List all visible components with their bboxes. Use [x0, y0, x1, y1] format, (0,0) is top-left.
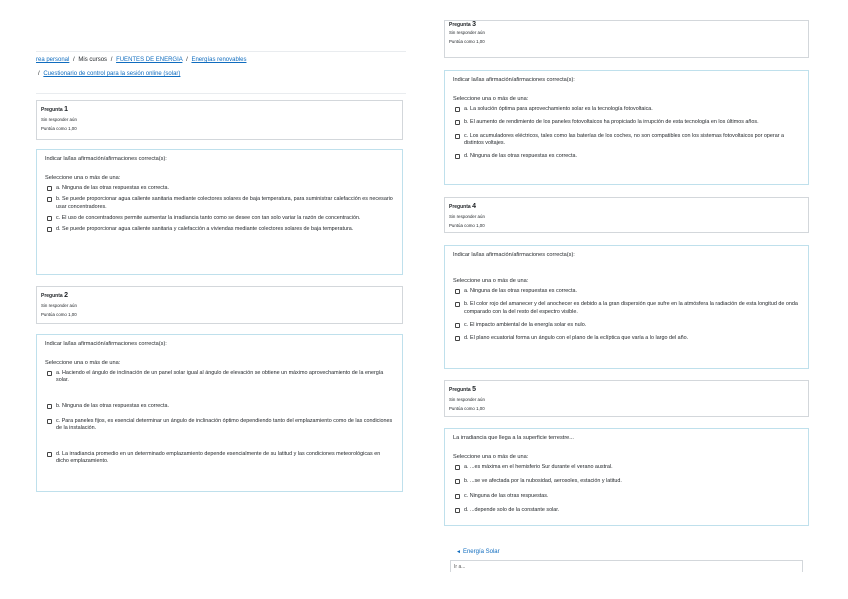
- chevron-left-icon: ◄: [456, 549, 461, 555]
- question-1-content: [36, 149, 403, 275]
- question-number: Pregunta 5: [449, 386, 476, 393]
- checkbox[interactable]: [455, 120, 460, 125]
- question-state: Sin responder aún: [41, 303, 77, 309]
- previous-activity-link[interactable]: ◄ Energía Solar: [456, 549, 500, 555]
- question-grade: Puntúa como 1,00: [41, 126, 77, 132]
- question-number: Pregunta 1: [41, 106, 68, 113]
- answer-prompt: Seleccione una o más de una:: [453, 453, 529, 460]
- checkbox[interactable]: [47, 197, 52, 202]
- checkbox[interactable]: [455, 134, 460, 139]
- breadcrumb-separator: /: [73, 57, 75, 63]
- answer-option[interactable]: a. La solución óptima para aprovechamiento solar es la tecnología fotovoltaica.: [453, 106, 800, 113]
- question-grade: Puntúa como 1,00: [449, 223, 485, 229]
- answer-option[interactable]: b. ...se ve afectada por la nubosidad, aerosoles, estación y latitud.: [453, 478, 800, 485]
- answer-option[interactable]: d. El plano ecuatorial forma un ángulo con el plano de la eclíptica que varía a lo largo del año.: [453, 335, 800, 342]
- jump-to-label: Ir a...: [454, 564, 466, 570]
- answer-option[interactable]: d. ...depende solo de la constante solar.: [453, 507, 800, 514]
- question-4-info: [444, 197, 809, 233]
- answer-option[interactable]: c. El uso de concentradores permite aumentar la irradiancia tanto como se desee con tan solo variar la razón de concentración.: [45, 215, 394, 222]
- answer-option[interactable]: a. ...es máxima en el hemisferio Sur durante el verano austral.: [453, 464, 800, 471]
- breadcrumb: [36, 56, 406, 78]
- breadcrumb-course-link[interactable]: FUENTES DE ENERGIA: [116, 57, 183, 63]
- checkbox[interactable]: [455, 302, 460, 307]
- question-4-content: [444, 245, 809, 369]
- question-state: Sin responder aún: [449, 214, 485, 220]
- question-state: Sin responder aún: [449, 30, 485, 35]
- checkbox[interactable]: [455, 336, 460, 341]
- breadcrumb-separator: /: [110, 57, 113, 63]
- checkbox[interactable]: [47, 404, 52, 409]
- question-5-info: [444, 380, 809, 417]
- question-state: Sin responder aún: [449, 397, 485, 403]
- question-text: Indicar la/las afirmación/afirmaciones correcta(s):: [45, 341, 167, 347]
- question-grade: Puntúa como 1,00: [449, 38, 485, 44]
- question-3-info: [444, 20, 809, 58]
- answer-option[interactable]: c. Ninguna de las otras respuestas.: [453, 493, 800, 500]
- checkbox[interactable]: [47, 452, 52, 457]
- checkbox[interactable]: [47, 216, 52, 221]
- answer-option[interactable]: a. Ninguna de las otras respuestas es correcta.: [453, 288, 800, 295]
- question-text: Indicar la/las afirmación/afirmaciones correcta(s):: [453, 252, 575, 258]
- question-number: Pregunta 3: [449, 21, 476, 27]
- checkbox[interactable]: [47, 419, 52, 424]
- question-state: Sin responder aún: [41, 117, 77, 123]
- question-5-content: [444, 428, 809, 526]
- checkbox[interactable]: [455, 479, 460, 484]
- question-2-info: [36, 286, 403, 324]
- checkbox[interactable]: [47, 371, 52, 376]
- question-text: Indicar la/las afirmación/afirmaciones correcta(s):: [453, 77, 575, 83]
- answer-option[interactable]: c. El impacto ambiental de la energía solar es nulo.: [453, 322, 800, 329]
- answer-option[interactable]: d. Ninguna de las otras respuestas es correcta.: [453, 153, 800, 160]
- answer-option[interactable]: b. El aumento de rendimiento de los paneles fotovoltaicos ha propiciado la irrupción de esta tecnología en los últimos años.: [453, 119, 800, 126]
- question-grade: Puntúa como 1,00: [41, 312, 77, 318]
- answer-option[interactable]: b. El color rojo del amanecer y del anochecer es debido a la gran dispersión que sufre en la atmósfera la radiación de esta longitud de onda comparado con la del resto del espectro visible.: [453, 301, 800, 316]
- breadcrumb-personal-area-link[interactable]: rea personal: [36, 57, 70, 63]
- checkbox[interactable]: [47, 227, 52, 232]
- checkbox[interactable]: [455, 289, 460, 294]
- checkbox[interactable]: [455, 508, 460, 513]
- answer-prompt: Seleccione una o más de una:: [453, 95, 529, 102]
- answer-option[interactable]: d. Se puede proporcionar agua caliente sanitaria y calefacción a viviendas mediante colectores solares de baja temperatura.: [45, 226, 394, 233]
- answer-option[interactable]: b. Se puede proporcionar agua caliente sanitaria mediante colectores solares de baja temperatura, para suministrar calefacción es necesario usar concentradores.: [45, 196, 394, 211]
- answer-option[interactable]: c. Los acumuladores eléctricos, tales como las baterías de los coches, no son compatibles con los sistemas fotovoltaicos por operar a distintos voltajes.: [453, 133, 800, 148]
- answer-option[interactable]: d. La irradiancia promedio en un determinado emplazamiento depende esencialmente de su latitud y las condiciones meteorológicas en dicho emplazamiento.: [45, 451, 394, 466]
- answer-option[interactable]: c. Para paneles fijos, es esencial determinar un ángulo de inclinación óptimo dependiendo tanto del emplazamiento como de las condiciones de la instalación.: [45, 418, 394, 433]
- breadcrumb-my-courses[interactable]: Mis cursos: [78, 57, 108, 63]
- checkbox[interactable]: [455, 107, 460, 112]
- question-3-content: [444, 70, 809, 185]
- question-1-info: [36, 100, 403, 140]
- question-number: Pregunta 2: [41, 292, 68, 299]
- breadcrumb-separator: /: [38, 71, 40, 78]
- question-number: Pregunta 4: [449, 203, 476, 210]
- breadcrumb-quiz-link[interactable]: Cuestionario de control para la sesión online (solar): [43, 71, 181, 78]
- checkbox[interactable]: [455, 154, 460, 159]
- breadcrumb-separator: /: [186, 57, 188, 63]
- answer-option[interactable]: b. Ninguna de las otras respuestas es correcta.: [45, 403, 394, 410]
- answer-option[interactable]: a. Haciendo el ángulo de inclinación de un panel solar igual al ángulo de elevación se obtiene un máximo aprovechamiento de la energía solar.: [45, 370, 394, 385]
- question-text: La irradiancia que llega a la superficie terrestre...: [453, 435, 574, 441]
- answer-prompt: Seleccione una o más de una:: [45, 359, 121, 366]
- question-grade: Puntúa como 1,00: [449, 406, 485, 412]
- breadcrumb-divider: [36, 93, 406, 94]
- answer-prompt: Seleccione una o más de una:: [453, 277, 529, 284]
- jump-to-select[interactable]: [450, 560, 803, 572]
- header-divider: [36, 51, 406, 52]
- answer-prompt: Seleccione una o más de una:: [45, 174, 121, 181]
- checkbox[interactable]: [47, 186, 52, 191]
- answer-option[interactable]: a. Ninguna de las otras respuestas es correcta.: [45, 185, 394, 192]
- checkbox[interactable]: [455, 465, 460, 470]
- checkbox[interactable]: [455, 323, 460, 328]
- question-2-content: [36, 334, 403, 492]
- breadcrumb-section-link[interactable]: Energías renovables: [191, 57, 247, 63]
- question-text: Indicar la/las afirmación/afirmaciones correcta(s):: [45, 156, 167, 162]
- checkbox[interactable]: [455, 494, 460, 499]
